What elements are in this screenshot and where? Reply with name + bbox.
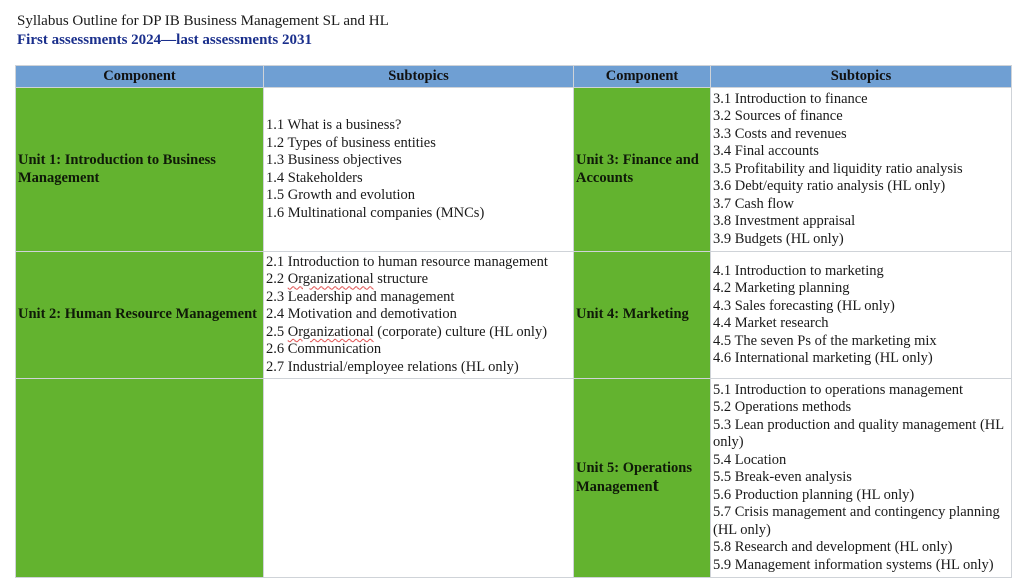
subtopic-2-7: 2.7 Industrial/employee relations (HL only) xyxy=(266,358,519,375)
subtopic-2-1: 2.1 Introduction to human resource management xyxy=(266,253,548,270)
document-title: Syllabus Outline for DP IB Business Management SL and HL xyxy=(17,13,389,29)
subtopic-2-5-prefix: 2.5 xyxy=(266,323,288,340)
table-row xyxy=(16,379,1012,578)
subtopic-3-8: 3.8 Investment appraisal xyxy=(713,213,856,230)
subtopic-1-3: 1.3 Business objectives xyxy=(266,152,402,168)
subtopic-1-1: 1.1 What is a business? xyxy=(266,117,402,133)
table-row xyxy=(16,88,1012,252)
subtopic-5-9: 5.9 Management information systems (HL only) xyxy=(713,556,994,573)
subtopic-3-2: 3.2 Sources of finance xyxy=(713,108,843,125)
subtopic-2-2-prefix: 2.2 xyxy=(266,271,288,288)
subtopic-5-1: 5.1 Introduction to operations management xyxy=(713,381,964,398)
subtopic-1-6: 1.6 Multinational companies (MNCs) xyxy=(266,204,485,221)
unit-4-component: Unit 4: Marketing xyxy=(574,252,711,379)
subtopic-3-6: 3.6 Debt/equity ratio analysis (HL only) xyxy=(713,178,946,195)
subtopic-2-5-rest: (corporate) culture (HL only) xyxy=(373,323,548,340)
subtopic-5-3: 5.3 Lean production and quality management (HL only) xyxy=(713,416,1004,451)
empty-subtopics-cell xyxy=(264,379,574,578)
subtopic-4-6: 4.6 International marketing (HL only) xyxy=(713,350,933,366)
subtopic-2-3: 2.3 Leadership and management xyxy=(266,288,455,305)
subtopic-2-2-rest: structure xyxy=(373,271,429,288)
subtopic-4-2: 4.2 Marketing planning xyxy=(713,280,850,296)
header-component-1: Component xyxy=(16,66,264,88)
subtopic-5-2: 5.2 Operations methods xyxy=(713,399,852,416)
empty-component-cell xyxy=(16,379,264,578)
header-subtopics-2: Subtopics xyxy=(711,66,1012,88)
header-subtopics-1: Subtopics xyxy=(264,66,574,88)
subtopic-4-1: 4.1 Introduction to marketing xyxy=(713,262,884,279)
subtopic-2-4: 2.4 Motivation and demotivation xyxy=(266,306,457,323)
subtopic-3-1: 3.1 Introduction to finance xyxy=(713,90,868,107)
subtopic-4-4: 4.4 Market research xyxy=(713,315,829,331)
subtopic-1-4: 1.4 Stakeholders xyxy=(266,169,363,186)
document-subtitle: First assessments 2024—last assessments 2031 xyxy=(17,32,312,48)
subtopic-2-5 xyxy=(266,324,571,342)
unit-2-subtopics xyxy=(264,252,574,379)
unit-5-component xyxy=(574,379,711,578)
subtopic-2-2 xyxy=(266,271,571,289)
unit-1-subtopics xyxy=(264,88,574,252)
subtopic-5-6: 5.6 Production planning (HL only) xyxy=(713,486,915,503)
subtopic-5-7: 5.7 Crisis management and contingency planning (HL only) xyxy=(713,504,1000,538)
unit-5-subtopics xyxy=(711,379,1012,578)
table-row xyxy=(16,252,1012,379)
subtopic-5-5: 5.5 Break-even analysis xyxy=(713,469,852,486)
subtopic-3-5: 3.5 Profitability and liquidity ratio analysis xyxy=(713,160,963,177)
unit-5-name: Unit 5: Operations Managemen xyxy=(576,459,692,495)
spellcheck-flagged-word[interactable]: Organizational xyxy=(287,271,374,288)
unit-3-subtopics xyxy=(711,88,1012,252)
subtopic-3-4: 3.4 Final accounts xyxy=(713,143,819,160)
unit-1-component: Unit 1: Introduction to Business Management xyxy=(16,88,264,252)
subtopic-3-3: 3.3 Costs and revenues xyxy=(713,125,847,142)
subtopic-3-7: 3.7 Cash flow xyxy=(713,195,794,212)
unit-4-subtopics xyxy=(711,252,1012,379)
subtopic-2-6: 2.6 Communication xyxy=(266,341,382,358)
subtopic-4-3: 4.3 Sales forecasting (HL only) xyxy=(713,297,895,314)
header-component-2: Component xyxy=(574,66,711,88)
subtopic-1-2: 1.2 Types of business entities xyxy=(266,134,436,151)
table-header-row xyxy=(16,66,1012,88)
subtopic-1-5: 1.5 Growth and evolution xyxy=(266,187,416,203)
unit-3-component: Unit 3: Finance and Accounts xyxy=(574,88,711,252)
syllabus-table xyxy=(15,65,1012,578)
spellcheck-flagged-word[interactable]: Organizational xyxy=(287,323,374,340)
subtopic-3-9: 3.9 Budgets (HL only) xyxy=(713,230,844,247)
subtopic-5-4: 5.4 Location xyxy=(713,451,787,468)
unit-5-name-last-char: t xyxy=(652,475,659,496)
subtopic-4-5: 4.5 The seven Ps of the marketing mix xyxy=(713,332,937,349)
unit-2-component: Unit 2: Human Resource Management xyxy=(16,252,264,379)
subtopic-5-8: 5.8 Research and development (HL only) xyxy=(713,539,953,556)
